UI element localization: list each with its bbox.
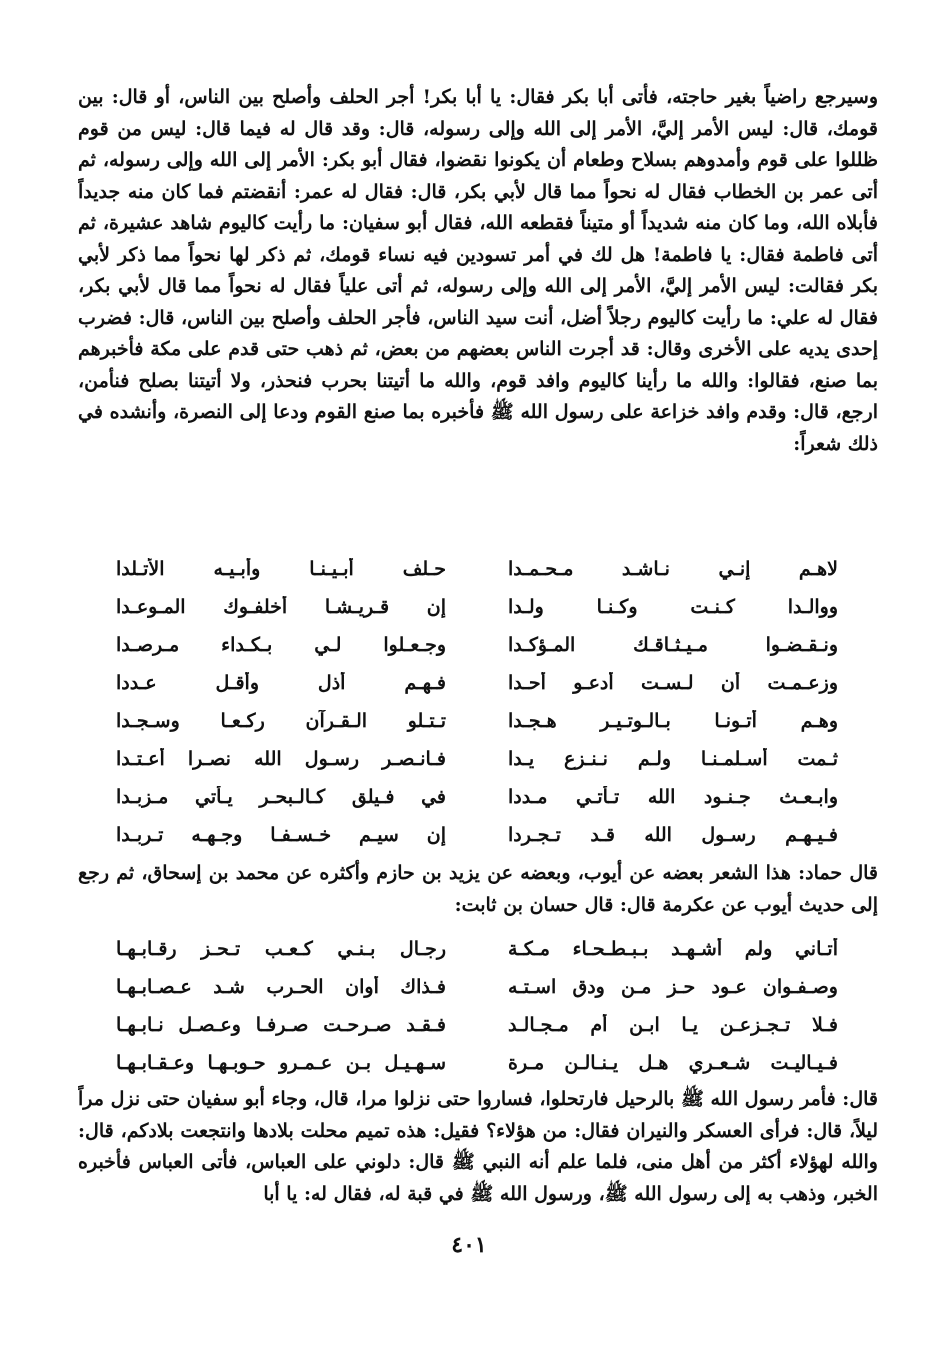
poem-hemistich-second: فـانـصـر رسـول الله نصـرا أعـتـدا (116, 748, 446, 770)
poem-hemistich-first: فـلا تـجـزعـن يـا ابـن أم مـجـالـد (508, 1014, 838, 1036)
poem-hemistich-second: وجـعـلوا لـي بـكـداء مـرصـدا (116, 634, 446, 656)
paragraph-hammad: قال حماد: هذا الشعر بعضه عن أيوب، وبعضه عن يزيد بن حازم وأكثره عن محمد بن إسحاق، ثم رجع إلى حديث أيوب عن عكرمة قال: قال حسان بن ثابت: (78, 862, 878, 916)
poem-hemistich-second: إن سيـم خـسـفـا وجـهـه تـربـدا (116, 824, 446, 846)
poem-hemistich-first: وهـم أتـونـا بـالـوتـيـر هـجـدا (508, 710, 838, 732)
poem-hemistich-first: وصـفـوان عـود حـز مـن ودق اسـتـه (508, 976, 838, 998)
poem-hemistich-second: فـهـم أذل وأقـل عـددا (116, 672, 446, 694)
poem-line (78, 550, 878, 588)
poem-hemistich-second: سـهـيـل بـن عـمـرو حـوبـهـا وعـقـابـهـا (116, 1052, 446, 1074)
poem-line (78, 626, 878, 664)
poem-hemistich-second: فـقـد صـرحـت صـرفـا وعـصـل نـابـهـا (116, 1014, 446, 1036)
poem-line (78, 778, 878, 816)
poem-hemistich-first: وزعـمـت أن لـسـت أدعـو أحـدا (508, 672, 838, 694)
poem-line (78, 1006, 878, 1044)
poem-1 (78, 550, 878, 854)
poem-line (78, 702, 878, 740)
poem-line (78, 930, 878, 968)
poem-hemistich-first: فـيـاليـت شـعـري هـل يـنـالـن مـرة (508, 1052, 838, 1074)
poem-hemistich-second: في فـيلق كـالـبحـر يـأتي مـزبـدا (116, 786, 446, 808)
poem-line (78, 968, 878, 1006)
poem-line (78, 740, 878, 778)
poem-hemistich-first: ووالـدا كـنـت وكـنـا ولـدا (508, 596, 838, 618)
poem-hemistich-second: فـذاك أوان الحـرب شـد عـصـابـهـا (116, 976, 446, 998)
poem-hemistich-first: أتـاني ولم أشـهـد بـبـطـحـاء مـكـة (508, 938, 838, 960)
poem-hemistich-first: فـيـهـم رسـول الله قـد تـجـردا (508, 824, 838, 846)
paragraph-march: قال: فأمر رسول الله ﷺ بالرحيل فارتحلوا، فساروا حتى نزلوا مرا، قال، وجاء أبو سفيان حتى نزل مراً ليلاً، قال: فرأى العسكر والنيران فقال: من هؤلاء؟ فقيل: هذه تميم محلت بلادها وانتجعت بلادكم، قال: والله لهؤلاء أكثر من أهل منى، فلما علم أنه النبي ﷺ قال: دلوني على العباس، فأتى العباس فأخبره الخبر، وذهب به إلى رسول الله ﷺ، ورسول الله ﷺ في قبة له، فقال له: يا أبا (78, 1088, 878, 1205)
book-page (78, 82, 878, 1214)
poem-hemistich-first: وابـعـث جـنـود الله تـأتـي مـددا (508, 786, 838, 808)
poem-hemistich-first: لاهـم إنـي نـاشـد مـحـمـدا (508, 558, 838, 580)
poem-hemistich-second: رجـال بـنـي كـعـب تـحـز رقـابـهـا (116, 938, 446, 960)
page-number: ٤٠١ (451, 1232, 487, 1258)
poem-line (78, 1044, 878, 1082)
poem-line (78, 588, 878, 626)
poem-hemistich-second: تـتـلو الـقـرآن ركـعـا وسـجـدا (116, 710, 446, 732)
poem-hemistich-first: ثـمت أسـلمـنـا ولـم نـنـزع يـدا (508, 748, 838, 770)
poem-hemistich-second: إن قـريـشـا أخلفـوك المـوعـدا (116, 596, 446, 618)
poem-hemistich-second: حـلف أبـيـنـا وأبـيـه الأتـلدا (116, 558, 446, 580)
poem-2 (78, 930, 878, 1082)
poem-hemistich-first: ونـقـضـوا مـيـثـاقـك المـؤكـدا (508, 634, 838, 656)
poem-line (78, 664, 878, 702)
paragraph-intro: وسيرجع راضياً بغير حاجته، فأتى أبا بكر فقال: يا أبا بكر! أجر الحلف وأصلح بين الناس، أو قال: بين قومك، قال: ليس الأمر إليَّ، الأمر إلى الله وإلى رسوله، قال: وقد قال له فيما قال: ليس من قوم ظللوا على قوم وأمدوهم بسلاح وطعام أن يكونوا نقضوا، فقال أبو بكر: الأمر إلى الله وإلى رسوله، ثم أتى عمر بن الخطاب فقال له نحواً مما قال لأبي بكر، قال: فقال له عمر: أنقضتم فما كان منه جديداً فأبلاه الله، وما كان منه شديداً أو متيناً فقطعه الله، فقال أبو سفيان: ما رأيت كاليوم شاهد عشيرة، ثم أتى فاطمة فقال: يا فاطمة! هل لك في أمر تسودين فيه نساء قومك، ثم ذكر لها نحواً مما ذكر لأبي بكر فقالت: ليس الأمر إليَّ، الأمر إلى الله وإلى رسوله، ثم أتى علياً فقال له نحواً مما قال لأبي بكر، فقال له علي: ما رأيت كاليوم رجلاً أضل، أنت سيد الناس، فأجر الحلف وأصلح بين الناس، قال: فضرب إحدى يديه على الأخرى وقال: قد أجرت الناس بعضهم من بعض، ثم ذهب حتى قدم على مكة فأخبرهم بما صنع، فقالوا: والله ما رأينا كاليوم وافد قوم، والله ما أتيتنا بحرب فنحذر، ولا أتيتنا بصلح فنأمن، ارجع، قال: وقدم وافد خزاعة على رسول الله ﷺ فأخبره بما صنع القوم ودعا إلى النصرة، وأنشده في ذلك شعراً: (78, 86, 878, 455)
poem-line (78, 816, 878, 854)
